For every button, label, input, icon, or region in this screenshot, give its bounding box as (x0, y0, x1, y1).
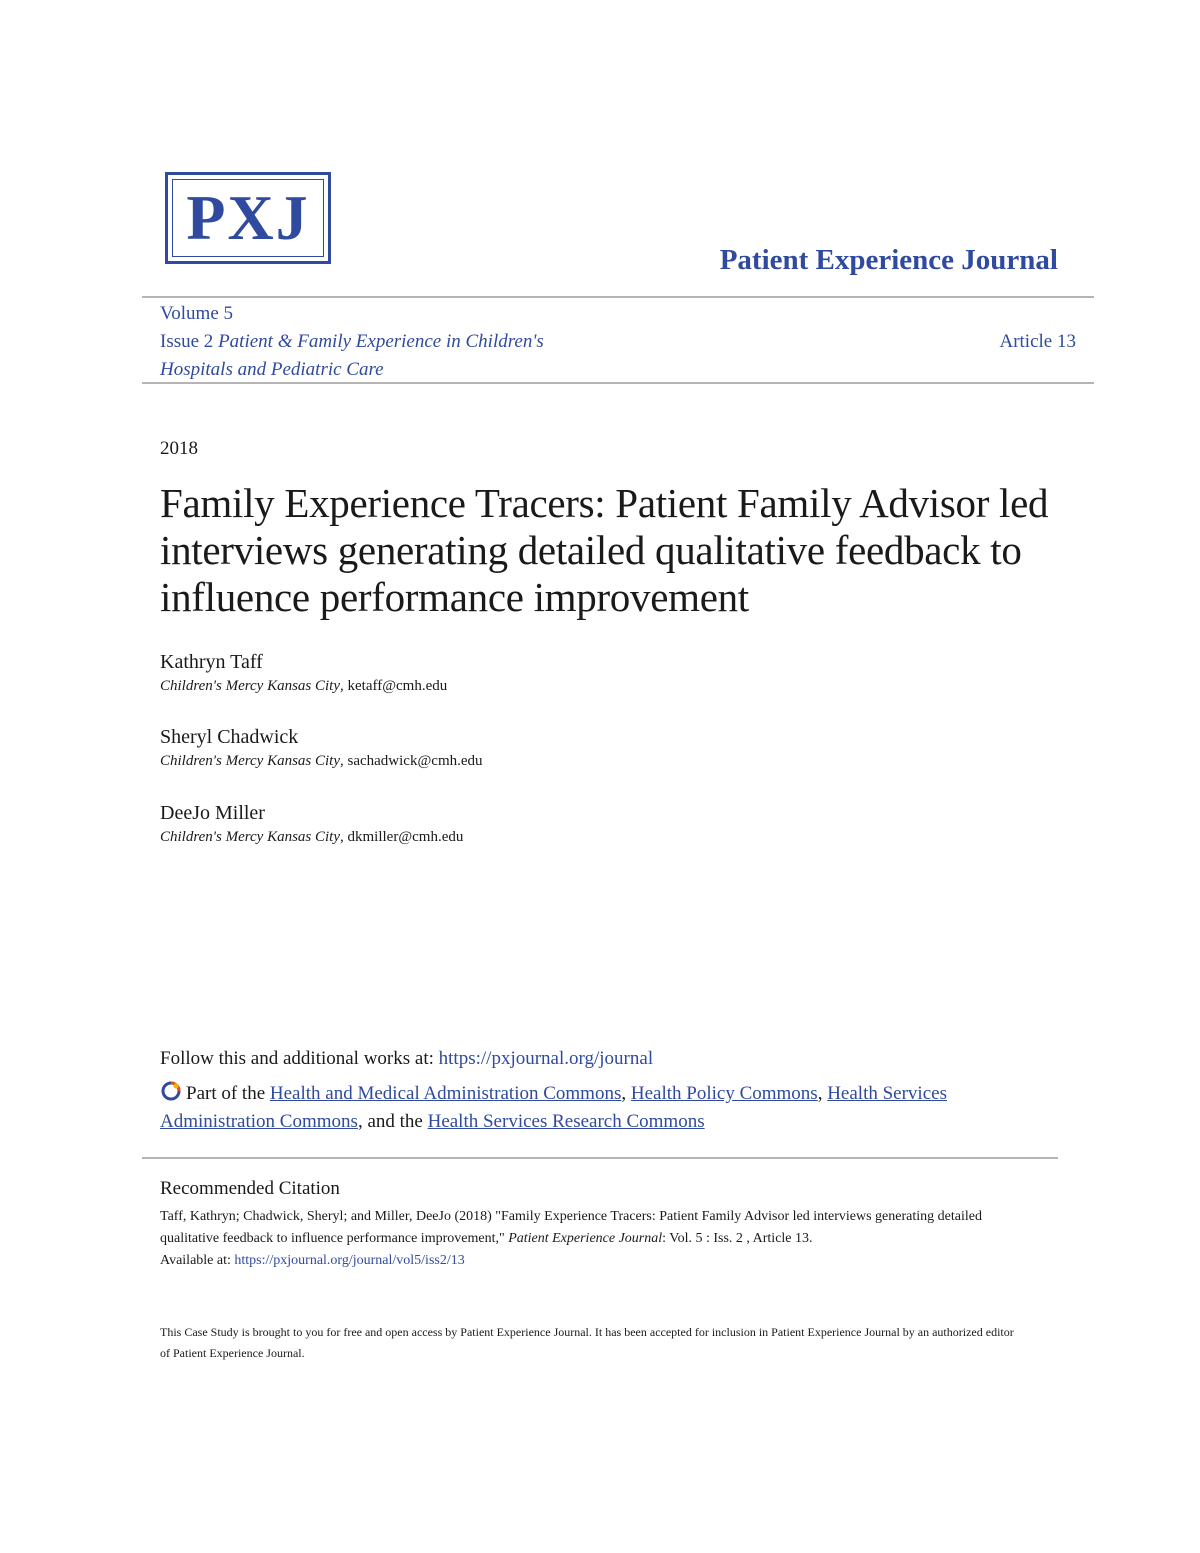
author-block (160, 800, 860, 848)
and-the-text: , and the (357, 1111, 423, 1132)
available-label: Available at: (160, 1253, 231, 1268)
article-number-link[interactable]: Article 13 (999, 331, 1076, 352)
access-note: This Case Study is brought to you for free and open access by Patient Experience Journal. It has been accepted for inclusion in Patient Experience Journal by an authorized editor of Patient Experience Journal. (160, 1325, 1014, 1360)
header-divider-top (142, 296, 1094, 298)
commons-link-health-services-administration[interactable]: Health Services Administration Commons (160, 1083, 947, 1132)
issue-title-line2[interactable]: Hospitals and Pediatric Care (160, 359, 384, 380)
follow-line (160, 1046, 653, 1072)
citation-divider (142, 1157, 1058, 1159)
commons-icon (160, 1080, 182, 1102)
author-institution: Children's Mercy Kansas City (160, 678, 340, 694)
separator: , (817, 1083, 823, 1104)
author-institution: Children's Mercy Kansas City (160, 753, 340, 769)
citation-text: Taff, Kathryn; Chadwick, Sheryl; and Miller, DeeJo (2018) "Family Experience Tracers: Patient Family Advisor led interviews generating detailed qualitative feedback to influence performance improvement," (160, 1209, 982, 1246)
logo-text: PXJ (186, 182, 310, 253)
author-email: ketaff@cmh.edu (347, 678, 448, 694)
author-block (160, 649, 860, 697)
author-institution: Children's Mercy Kansas City (160, 829, 340, 845)
separator: , (621, 1083, 627, 1104)
author-block (160, 724, 860, 772)
follow-label: Follow this and additional works at: (160, 1048, 434, 1069)
commons-link-health-policy[interactable]: Health Policy Commons (630, 1083, 818, 1104)
publication-year: 2018 (160, 438, 198, 459)
article-title: Family Experience Tracers: Patient Family Advisor led interviews generating detailed qualitative feedback to influence performance improvement (160, 480, 1049, 620)
author-affiliation: Children's Mercy Kansas City, sachadwick@cmh.edu (160, 753, 483, 769)
issue-prefix: Issue 2 (160, 331, 214, 352)
citation-heading: Recommended Citation (160, 1178, 340, 1199)
author-name: Sheryl Chadwick (160, 726, 299, 748)
journal-logo (165, 172, 331, 264)
part-of-prefix: Part of the (186, 1083, 266, 1104)
author-email: dkmiller@cmh.edu (347, 829, 464, 845)
issue-info (160, 300, 620, 384)
issue-link[interactable] (160, 328, 620, 356)
author-email: sachadwick@cmh.edu (347, 753, 483, 769)
part-of-line (160, 1080, 1020, 1136)
volume-link[interactable]: Volume 5 (160, 303, 234, 324)
follow-url-link[interactable]: https://pxjournal.org/journal (438, 1048, 654, 1069)
commons-link-health-services-research[interactable]: Health Services Research Commons (427, 1111, 705, 1132)
author-name: Kathryn Taff (160, 651, 263, 673)
commons-link-health-medical-administration[interactable]: Health and Medical Administration Commons (269, 1083, 622, 1104)
author-name: DeeJo Miller (160, 802, 265, 824)
citation-volume: : Vol. 5 : Iss. 2 , Article 13. (662, 1231, 813, 1246)
author-affiliation: Children's Mercy Kansas City, dkmiller@cmh.edu (160, 829, 464, 845)
citation-body (160, 1206, 1040, 1272)
citation-url-link[interactable]: https://pxjournal.org/journal/vol5/iss2/13 (234, 1253, 465, 1268)
journal-name[interactable]: Patient Experience Journal (719, 244, 1058, 276)
header-divider-bottom (142, 382, 1094, 384)
issue-title-line1: Patient & Family Experience in Children's (218, 331, 544, 352)
citation-journal: Patient Experience Journal (508, 1231, 663, 1246)
author-affiliation: Children's Mercy Kansas City, ketaff@cmh.edu (160, 678, 448, 694)
